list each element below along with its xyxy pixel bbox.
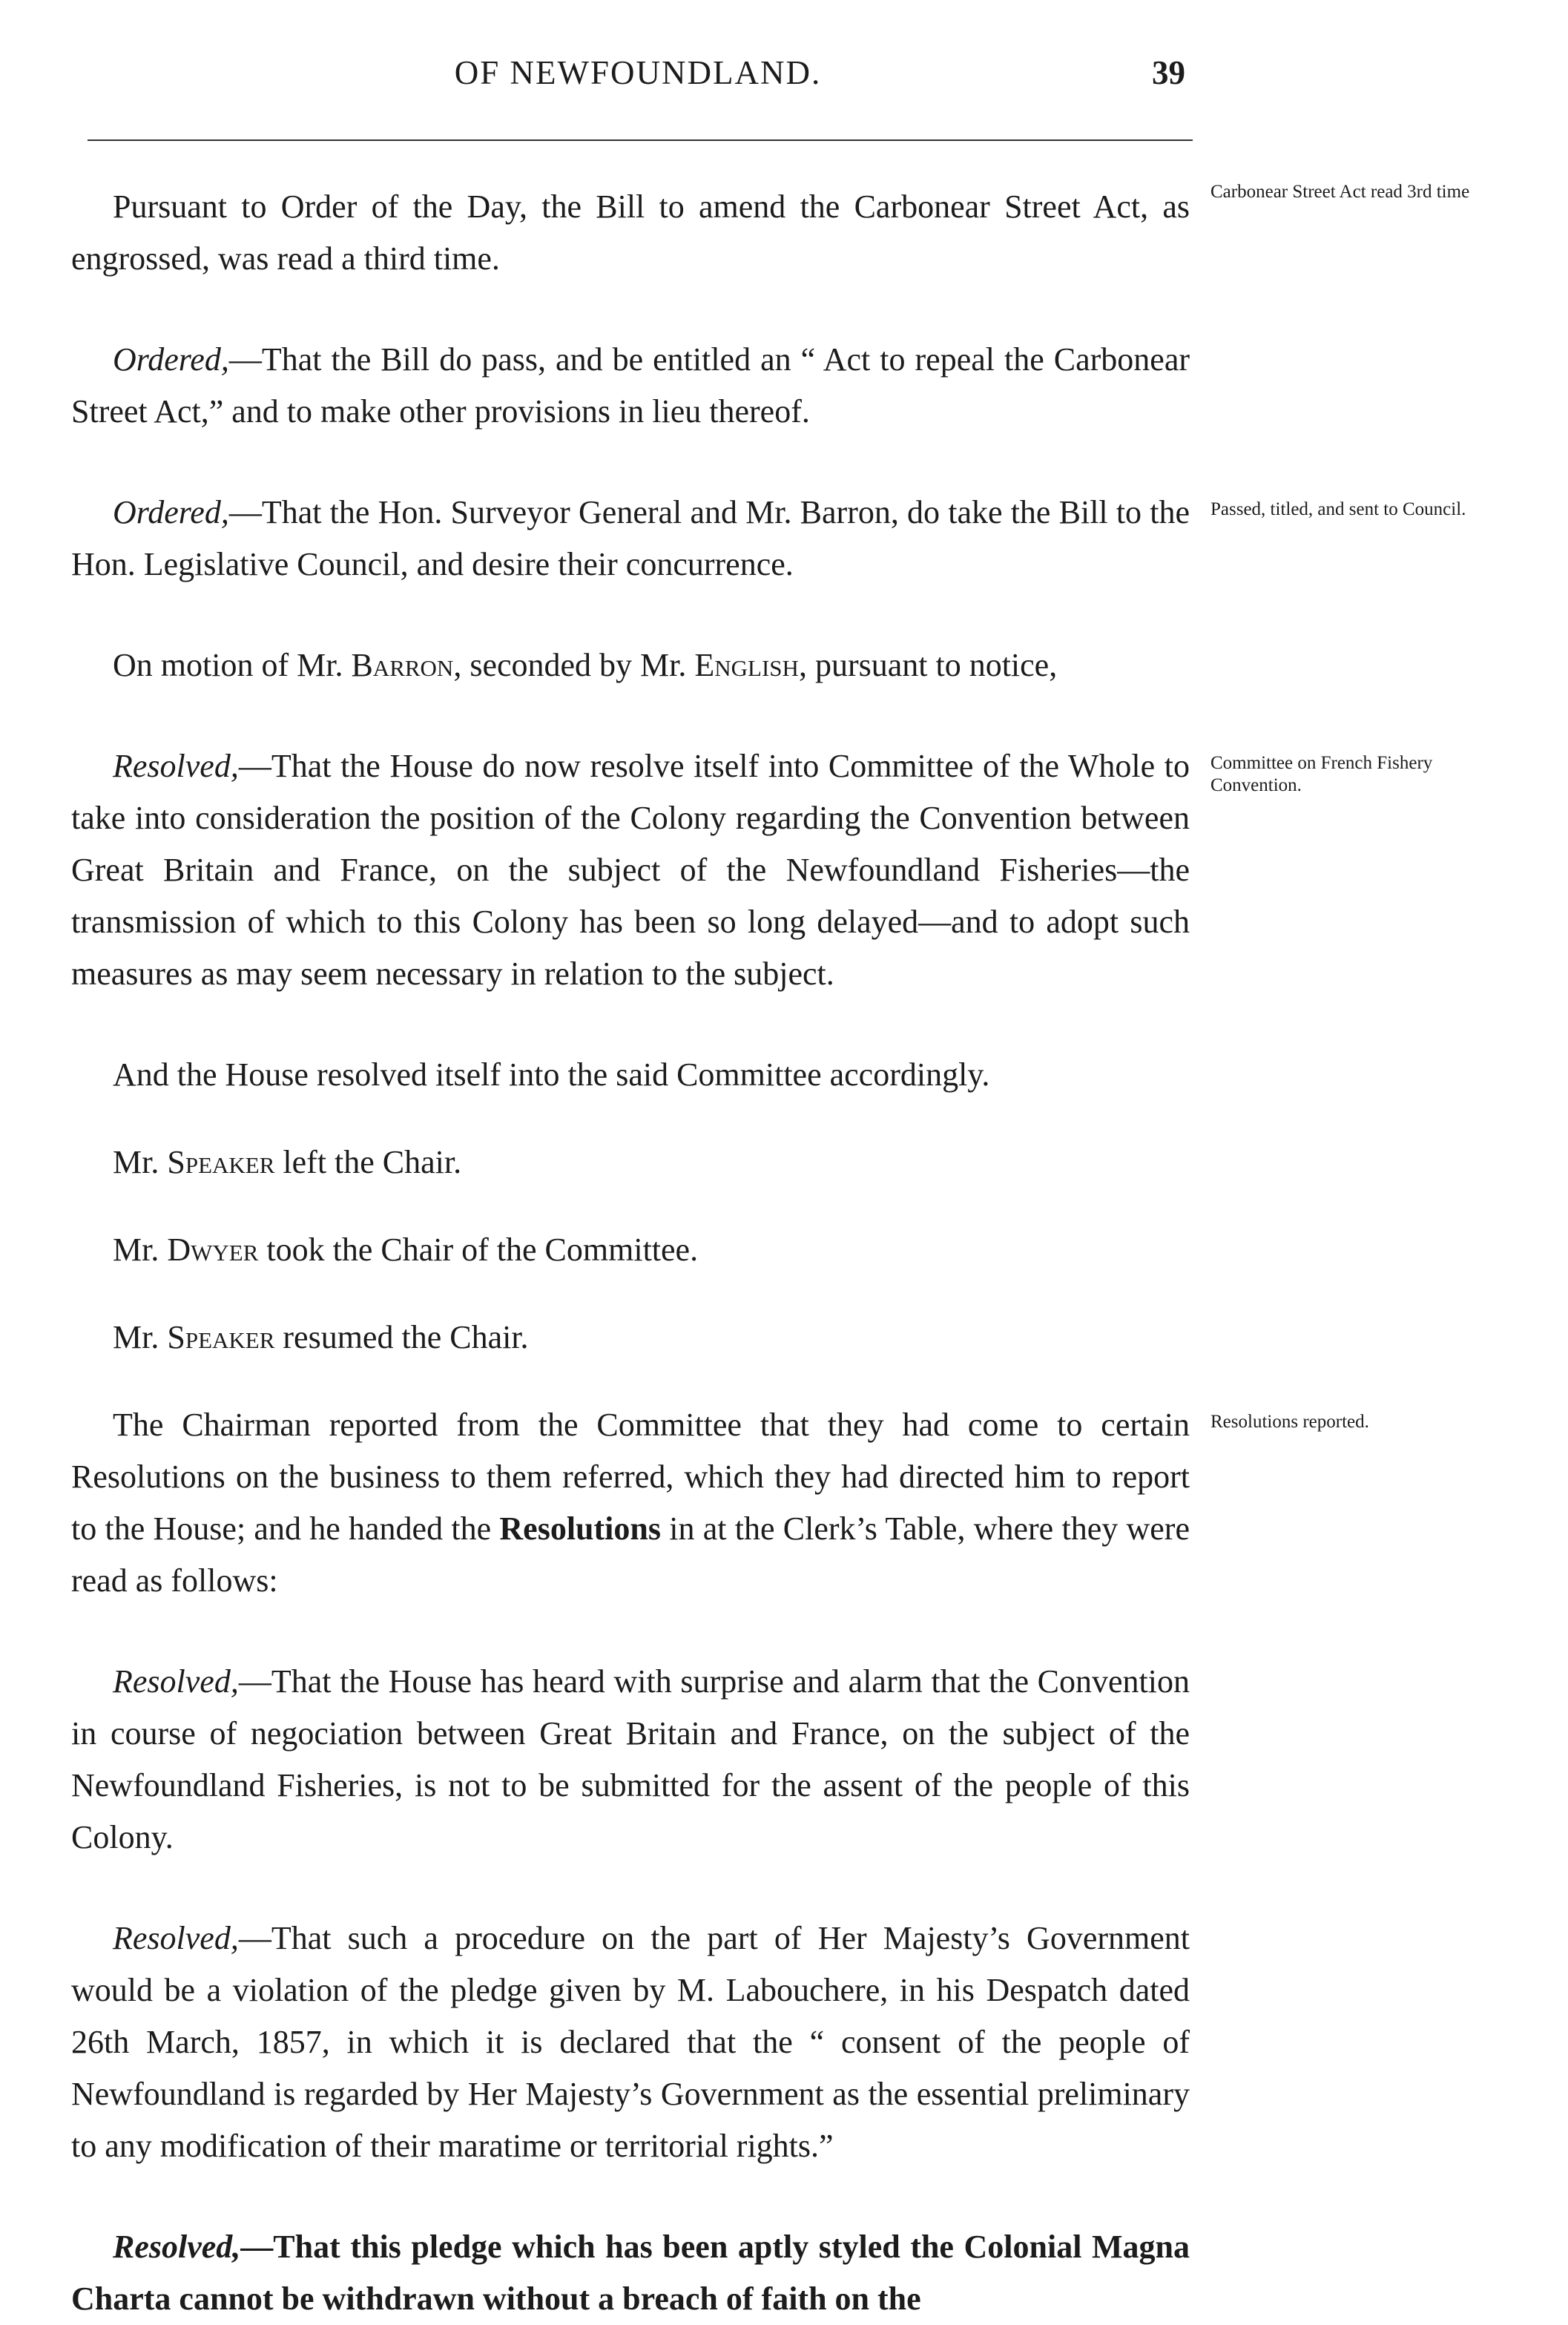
paragraph-motion: On motion of Mr. Barron, seconded by Mr. English, pursuant to notice, (113, 647, 1058, 683)
paragraph-speaker-left: Mr. Speaker left the Chair. (113, 1144, 462, 1180)
body-text (71, 181, 1470, 2325)
member-name: Speaker (167, 1319, 275, 1355)
member-name: Dwyer (167, 1231, 259, 1268)
header-rule (88, 139, 1193, 141)
paragraph-house-resolved: And the House resolved itself into the said Committee accordingly. (113, 1056, 990, 1093)
paragraph-resolved-committee: Resolved,—That the House do now resolve itself into Committee of the Whole to take into consideration the position of the Colony regarding the Convention between Great Britain and France, on the subject of the Newfoundland Fisheries—the transmission of which to this Colony has been so long delayed—and to adopt such measures as may seem necessary in relation to the subject. Committee on French Fishery Convention. (71, 740, 1190, 1000)
resolved-lead: Resolved, (113, 748, 239, 784)
margin-note-passed: Passed, titled, and sent to Council. (1210, 499, 1466, 519)
resolved-lead: Resolved, (113, 2229, 241, 2265)
paragraph-resolved-surprise: Resolved,—That the House has heard with surprise and alarm that the Convention in course of negociation between Great Britain and France, on the subject of the Newfoundland Fisheries, is not to be submitted for the assent of the people of this Colony. (71, 1663, 1190, 1855)
paragraph-ordered-council: Ordered,—That the Hon. Surveyor General and Mr. Barron, do take the Bill to the Hon. Legislative Council, and desire their concurrence. Passed, titled, and sent to Council. (71, 487, 1190, 591)
paragraph-speaker-resumed: Mr. Speaker resumed the Chair. (113, 1319, 529, 1355)
margin-note-resolutions: Resolutions reported. (1210, 1412, 1369, 1432)
ordered-lead: Ordered, (113, 494, 229, 530)
paragraph-third-reading: Pursuant to Order of the Day, the Bill to amend the Carbonear Street Act, as engrossed, was read a third time. Carbonear Street Act read 3rd time (71, 181, 1190, 285)
ordered-lead: Ordered, (113, 341, 229, 378)
paragraph-resolved-pledge: Resolved,—That this pledge which has been aptly styled the Colonial Magna Charta cannot be withdrawn without a breach of faith on the (71, 2229, 1190, 2317)
paragraph-resolved-violation: Resolved,—That such a procedure on the part of Her Majesty’s Government would be a violation of the pledge given by M. Labouchere, in his Despatch dated 26th March, 1857, in which it is declared that the “ consent of the people of Newfoundland is regarded by Her Majesty’s Government as the essential preliminary to any modification of their maratime or territorial rights.” (71, 1920, 1190, 2164)
resolved-lead: Resolved, (113, 1663, 239, 1700)
member-name: Speaker (167, 1144, 275, 1180)
paragraph-ordered-pass: Ordered,—That the Bill do pass, and be entitled an “ Act to repeal the Carbonear Street Act,” and to make other provisions in lieu thereof. (71, 341, 1190, 430)
page-number: 39 (1152, 54, 1185, 91)
member-name: English (694, 647, 799, 683)
margin-note-committee: Committee on French Fishery Convention. (1210, 753, 1433, 795)
paragraph-chairman-reported: The Chairman reported from the Committee that they had come to certain Resolutions on the business to them referred, which they had directed him to report to the House; and he handed the Resolutions in at the Clerk’s Table, where they were read as follows: Resolutions reported. (71, 1399, 1190, 1607)
paragraph-dwyer-chair: Mr. Dwyer took the Chair of the Committee. (113, 1231, 699, 1268)
resolved-lead: Resolved, (113, 1920, 239, 1956)
running-title: OF NEWFOUNDLAND. (454, 54, 822, 91)
member-name: Barron (351, 647, 454, 683)
margin-note-third-reading: Carbonear Street Act read 3rd time (1210, 182, 1470, 202)
